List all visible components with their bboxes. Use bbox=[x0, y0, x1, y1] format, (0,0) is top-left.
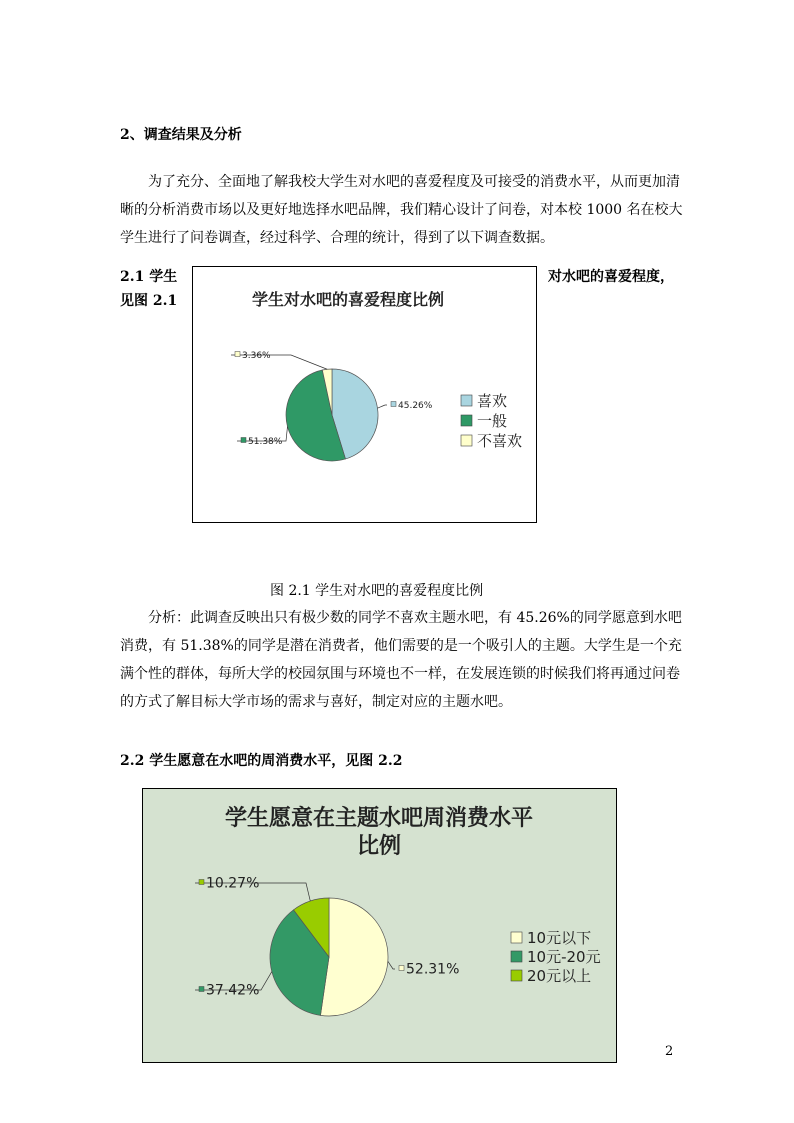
legend-swatch-2 bbox=[461, 415, 472, 426]
legend-swatch-1 bbox=[461, 395, 472, 406]
legend-swatch-2 bbox=[511, 951, 522, 962]
data-label-leader-1 bbox=[388, 961, 395, 969]
legend-label-2: 一般 bbox=[477, 412, 508, 430]
legend-label-3: 20元以上 bbox=[527, 967, 592, 985]
data-label-swatch-1 bbox=[399, 966, 404, 971]
page-number: 2 bbox=[665, 1044, 674, 1059]
section-heading: 2、调查结果及分析 bbox=[120, 127, 242, 143]
chart-2-title-line-2: 比例 bbox=[356, 834, 402, 859]
analysis-line-3: 满个性的群体，每所大学的校园氛围与环境也不一样，在发展连锁的时候我们将再通过问卷 bbox=[120, 666, 680, 682]
chart-2-frame bbox=[142, 788, 617, 1063]
data-label-swatch-2 bbox=[241, 438, 246, 443]
data-label-swatch-3 bbox=[199, 880, 204, 885]
legend-label-2: 10元-20元 bbox=[527, 948, 601, 966]
data-label-swatch-1 bbox=[391, 402, 396, 407]
data-label-1: 52.31% bbox=[406, 961, 460, 978]
legend-label-3: 不喜欢 bbox=[477, 432, 523, 450]
data-label-3: 10.27% bbox=[206, 875, 260, 892]
analysis-line-4: 的方式了解目标大学市场的需求与喜好，制定对应的主题水吧。 bbox=[120, 694, 512, 710]
chart-1-title: 学生对水吧的喜爱程度比例 bbox=[251, 290, 445, 309]
data-label-2: 37.42% bbox=[206, 982, 260, 999]
data-label-swatch-2 bbox=[199, 987, 204, 992]
sub1-heading-continued: 见图 2.1 bbox=[120, 293, 178, 309]
data-label-3: 3.36% bbox=[242, 351, 271, 361]
analysis-line-2: 消费，有 51.38%的同学是潜在消费者，他们需要的是一个吸引人的主题。大学生是一个充 bbox=[120, 638, 682, 654]
figure-1-caption: 图 2.1 学生对水吧的喜爱程度比例 bbox=[270, 583, 484, 599]
chart-2-svg bbox=[143, 789, 616, 1062]
data-label-2: 51.38% bbox=[248, 437, 283, 447]
chart-1-frame bbox=[192, 266, 537, 523]
chart-1-svg bbox=[193, 267, 536, 522]
intro-line-2: 晰的分析消费市场以及更好地选择水吧品牌，我们精心设计了问卷，对本校 1000 名在校大 bbox=[120, 202, 683, 218]
legend-label-1: 10元以下 bbox=[527, 929, 592, 947]
analysis-line-1: 分析：此调查反映出只有极少数的同学不喜欢主题水吧，有 45.26%的同学愿意到水吧 bbox=[148, 610, 682, 626]
legend-swatch-3 bbox=[461, 435, 472, 446]
sub2-heading: 2.2 学生愿意在水吧的周消费水平，见图 2.2 bbox=[120, 753, 403, 769]
data-label-swatch-3 bbox=[235, 352, 240, 357]
data-label-1: 45.26% bbox=[398, 401, 433, 411]
legend-label-1: 喜欢 bbox=[477, 392, 508, 410]
sub1-heading-right: 对水吧的喜爱程度， bbox=[548, 269, 674, 285]
intro-line-3: 学生进行了问卷调查，经过科学、合理的统计，得到了以下调查数据。 bbox=[120, 230, 554, 246]
sub1-heading-left: 2.1 学生 bbox=[120, 269, 178, 285]
legend-swatch-1 bbox=[511, 932, 522, 943]
data-label-leader-1 bbox=[377, 405, 387, 408]
intro-line-1: 为了充分、全面地了解我校大学生对水吧的喜爱程度及可接受的消费水平，从而更加清 bbox=[148, 174, 680, 190]
legend-swatch-3 bbox=[511, 970, 522, 981]
chart-2-title-line-1: 学生愿意在主题水吧周消费水平 bbox=[224, 806, 534, 831]
pie-slice-1 bbox=[320, 898, 388, 1016]
